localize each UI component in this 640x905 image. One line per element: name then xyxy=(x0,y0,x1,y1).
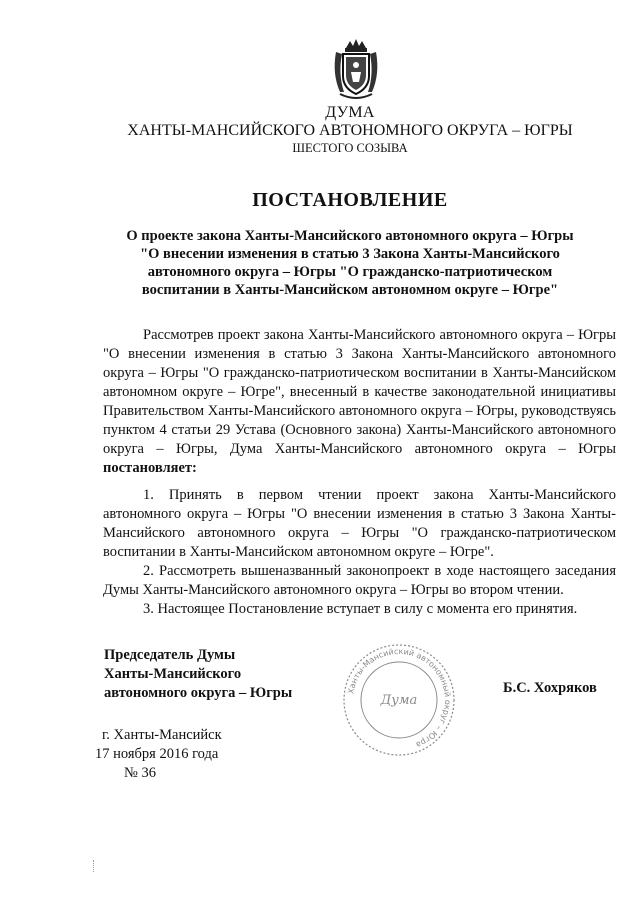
svg-text:Ханты-Мансийский автономный ок: Ханты-Мансийский автономный округ – Югра xyxy=(346,646,453,750)
document-number: № 36 xyxy=(124,765,156,781)
issue-place: г. Ханты-Мансийск xyxy=(102,727,222,743)
resolve-keyword: постановляет: xyxy=(103,460,197,476)
signatory-title xyxy=(104,646,292,703)
subject-line: О проекте закона Ханты-Мансийского автономного округа – Югры xyxy=(126,228,574,244)
signatory-title-line: Ханты-Мансийского xyxy=(104,666,242,682)
signatory-title-line: Председатель Думы xyxy=(104,647,236,663)
preamble-paragraph xyxy=(103,326,616,478)
subject-line: автономного округа – Югры "О гражданско-патриотическом xyxy=(147,264,553,280)
document-subject xyxy=(90,227,610,299)
subject-line: "О внесении изменения в статью 3 Закона Ханты-Мансийского xyxy=(140,246,560,262)
resolution-item: 1. Принять в первом чтении проект закона Ханты-Мансийского автономного округа – Югры "О внесении изменения в статью 3 Закона Ханты-Мансийского автономного округа – Югры "О гражданско-патриотическом воспитании в Ханты-Мансийском автономном округе – Югре". xyxy=(103,487,616,560)
resolution-item: 3. Настоящее Постановление вступает в силу с момента его принятия. xyxy=(143,601,578,617)
duma-heading: ДУМА xyxy=(325,104,375,121)
signatory-name: Б.С. Хохряков xyxy=(503,680,597,696)
resolution-items xyxy=(103,486,616,619)
convocation-heading: ШЕСТОГО СОЗЫВА xyxy=(292,141,408,155)
preamble-text: Рассмотрев проект закона Ханты-Мансийского автономного округа – Югры "О внесении изменения в статью 3 Закона Ханты-Мансийского автономного округа – Югры "О гражданско-патриотическом воспитании в Ханты-Мансийском автономном округе – Югре", внесенный в качестве законодательной инициативы Правительством Ханты-Мансийского автономного округа – Югры, руководствуясь пунктом 4 статьи 29 Устава (Основного закона) Ханты-Мансийского автономного округа – Югры, Дума Ханты-Мансийского автономного округа – Югры xyxy=(103,327,616,457)
subject-line: воспитании в Ханты-Мансийском автономном округе – Югре" xyxy=(141,282,559,298)
okrug-heading: ХАНТЫ-МАНСИЙСКОГО АВТОНОМНОГО ОКРУГА – ЮГРЫ xyxy=(127,122,573,139)
issue-date: 17 ноября 2016 года xyxy=(95,746,219,762)
svg-text:Дума: Дума xyxy=(380,693,418,708)
khmao-coat-of-arms-icon xyxy=(330,38,382,102)
resolution-item: 2. Рассмотреть вышеназванный законопроект в ходе настоящего заседания Думы Ханты-Мансийского автономного округа – Югры во втором чтении. xyxy=(103,563,616,598)
document-title: ПОСТАНОВЛЕНИЕ xyxy=(252,189,448,211)
scan-artifact xyxy=(93,860,95,872)
official-stamp xyxy=(340,641,458,759)
signatory-title-line: автономного округа – Югры xyxy=(104,685,293,701)
